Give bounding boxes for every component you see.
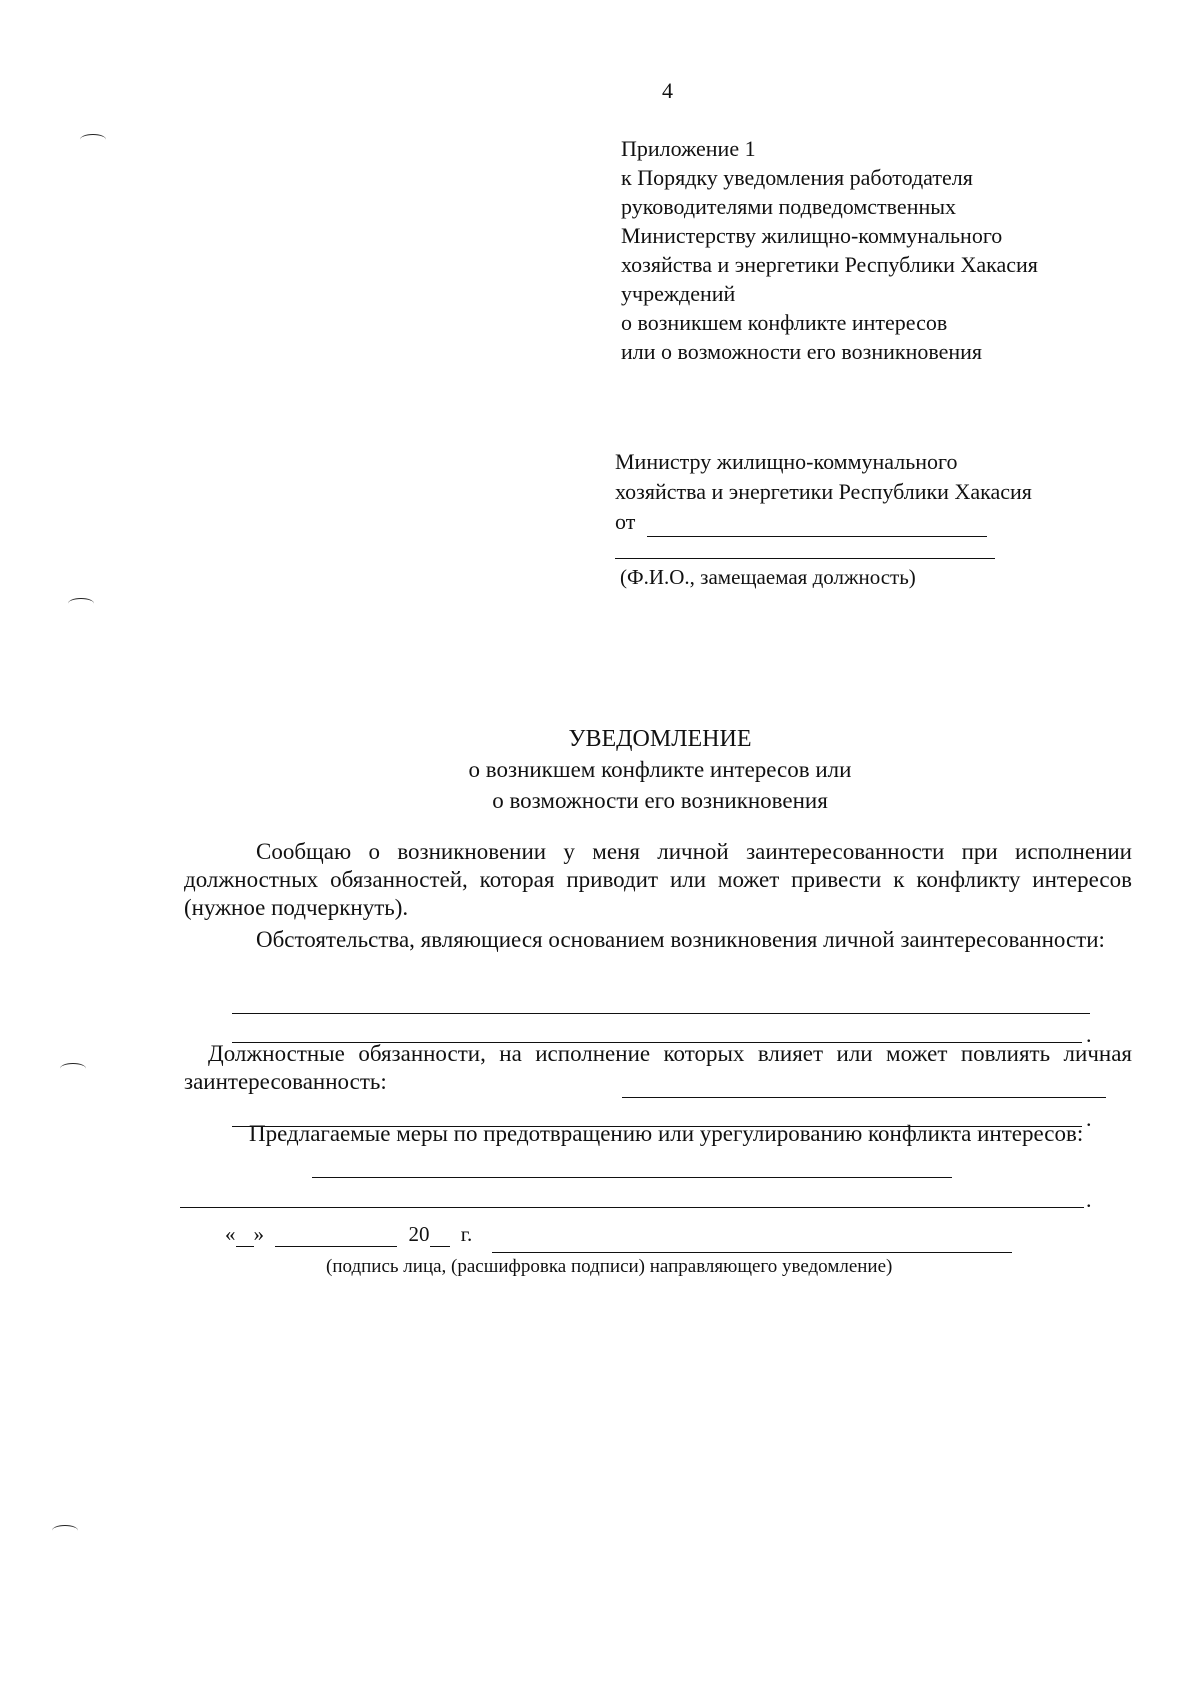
- appendix-line: руководителями подведомственных: [621, 194, 957, 219]
- margin-mark-2: [68, 598, 94, 609]
- margin-mark-1: [80, 134, 106, 145]
- date-row: [225, 1222, 472, 1247]
- page-number: 4: [662, 78, 673, 103]
- fio-caption: (Ф.И.О., замещаемая должность): [620, 565, 916, 589]
- month-field[interactable]: [275, 1228, 397, 1247]
- duties-line-1[interactable]: [622, 1097, 1106, 1098]
- duties-end-dot: .: [1086, 1106, 1092, 1131]
- signature-field[interactable]: [492, 1252, 1012, 1253]
- year-suffix: г.: [460, 1222, 473, 1246]
- circumstances-line-1[interactable]: [232, 1013, 1090, 1014]
- appendix-header: [621, 134, 1038, 366]
- year-field[interactable]: [430, 1228, 450, 1247]
- from-field[interactable]: [647, 516, 987, 537]
- paragraph-circumstances: Обстоятельства, являющиеся основанием возникновения личной заинтересованности:: [256, 927, 1105, 952]
- addressee-block: [615, 447, 1032, 537]
- signature-caption: (подпись лица, (расшифровка подписи) направляющего уведомление): [326, 1256, 893, 1277]
- appendix-line: Приложение 1: [621, 136, 756, 161]
- quote-close: »: [253, 1222, 264, 1246]
- circumstances-end-dot: .: [1086, 1022, 1092, 1047]
- appendix-line: о возникшем конфликте интересов: [621, 310, 948, 335]
- day-field[interactable]: [236, 1228, 254, 1247]
- appendix-line: учреждений: [621, 281, 736, 306]
- appendix-line: к Порядку уведомления работодателя: [621, 165, 973, 190]
- year-prefix: 20: [408, 1222, 430, 1246]
- fio-field[interactable]: [615, 558, 995, 559]
- paragraph-duties: Должностные обязанности, на исполнение которых влияет или может повлиять личная заинтересованность:: [184, 1041, 1132, 1094]
- measures-line-2[interactable]: [180, 1207, 1084, 1208]
- notice-subtitle-1: о возникшем конфликте интересов или: [468, 757, 852, 782]
- addressee-line-2: хозяйства и энергетики Республики Хакасия: [615, 479, 1032, 504]
- measures-end-dot: .: [1086, 1187, 1092, 1212]
- from-label: от: [615, 509, 636, 534]
- paragraph-measures: Предлагаемые меры по предотвращению или урегулированию конфликта интересов:: [249, 1121, 1084, 1146]
- appendix-line: Министерству жилищно-коммунального: [621, 223, 1003, 248]
- margin-mark-4: [52, 1525, 78, 1536]
- measures-line-1[interactable]: [312, 1177, 952, 1178]
- paragraph-report: Сообщаю о возникновении у меня личной заинтересованности при исполнении должностных обязанностей, которая приводит или может привести к конфликту интересов (нужное подчеркнуть).: [184, 839, 1132, 920]
- margin-mark-3: [60, 1063, 86, 1074]
- quote-open: «: [225, 1222, 236, 1246]
- appendix-line: хозяйства и энергетики Республики Хакасия: [621, 252, 1038, 277]
- appendix-line: или о возможности его возникновения: [621, 339, 983, 364]
- addressee-line-1: Министру жилищно-коммунального: [615, 449, 958, 474]
- from-row: [615, 507, 1032, 537]
- notice-title: УВЕДОМЛЕНИЕ: [568, 726, 752, 752]
- notice-subtitle-2: о возможности его возникновения: [492, 788, 828, 813]
